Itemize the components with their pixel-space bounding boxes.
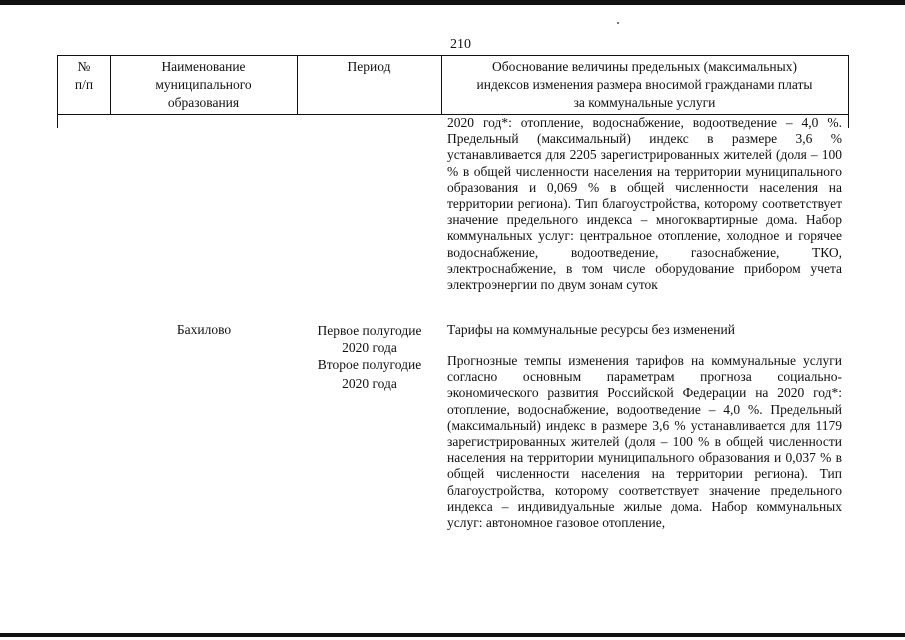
column-rule [57, 114, 58, 128]
municipality-name: Бахилово [176, 322, 232, 337]
header-municipality-label: Наименование муниципального образования [155, 59, 252, 110]
header-period-label: Период [347, 59, 391, 74]
header-cell-justification [441, 55, 849, 115]
header-number-label: № п/п [74, 59, 94, 92]
header-cell-period [297, 55, 442, 115]
page-number: 210 [450, 37, 471, 52]
header-justification-label: Обоснование величины предельных (максимальных) индексов изменения размера вносимой гражданами платы за коммунальные услуги [476, 59, 813, 110]
column-rule [848, 114, 849, 128]
first-half-justification: Тарифы на коммунальные ресурсы без изменений [447, 322, 735, 337]
period-second-half: Второе полугодие 2020 года [317, 357, 422, 391]
header-cell-number [57, 55, 111, 115]
second-half-justification: Прогнозные темпы изменения тарифов на коммунальные услуги согласно основным параметрам прогноза социально-экономического развития Российской Федерации на 2020 год*: отопление, водоснабжение, водоотведение – 4,0 %. Предельный (максимальный) индекс в размере 3,6 % устанавливается для 1179 зарегистрированных жителей (доля – 100 % в общей численности населения на территории муниципального образования и 0,037 % в общей численности населения на территории региона). Тип благоустройства, которому соответствует значение предельного индекса – индивидуальные жилые дома. Набор коммунальных услуг: автономное газовое отопление, [447, 353, 842, 531]
period-first-half: Первое полугодие 2020 года [317, 323, 422, 355]
top-border [0, 0, 905, 5]
header-cell-municipality [110, 55, 298, 115]
justification-text-continued: 2020 год*: отопление, водоснабжение, водоотведение – 4,0 %. Предельный (максимальный) индекс в размере 3,6 % устанавливается для 2205 зарегистрированных жителей (доля – 100 % в общей численности населения на территории муниципального образования и 0,069 % в общей численности населения на территории региона). Тип благоустройства, которому соответствует значение предельного индекса – многоквартирные дома. Набор коммунальных услуг: центральное отопление, холодное и горячее водоснабжение, водоотведение, газоснабжение, ТКО, электроснабжение, в том числе оборудование прибором учета электроэнергии по двум зонам суток [447, 115, 842, 293]
scan-speck [617, 22, 619, 24]
bottom-border [0, 633, 905, 637]
